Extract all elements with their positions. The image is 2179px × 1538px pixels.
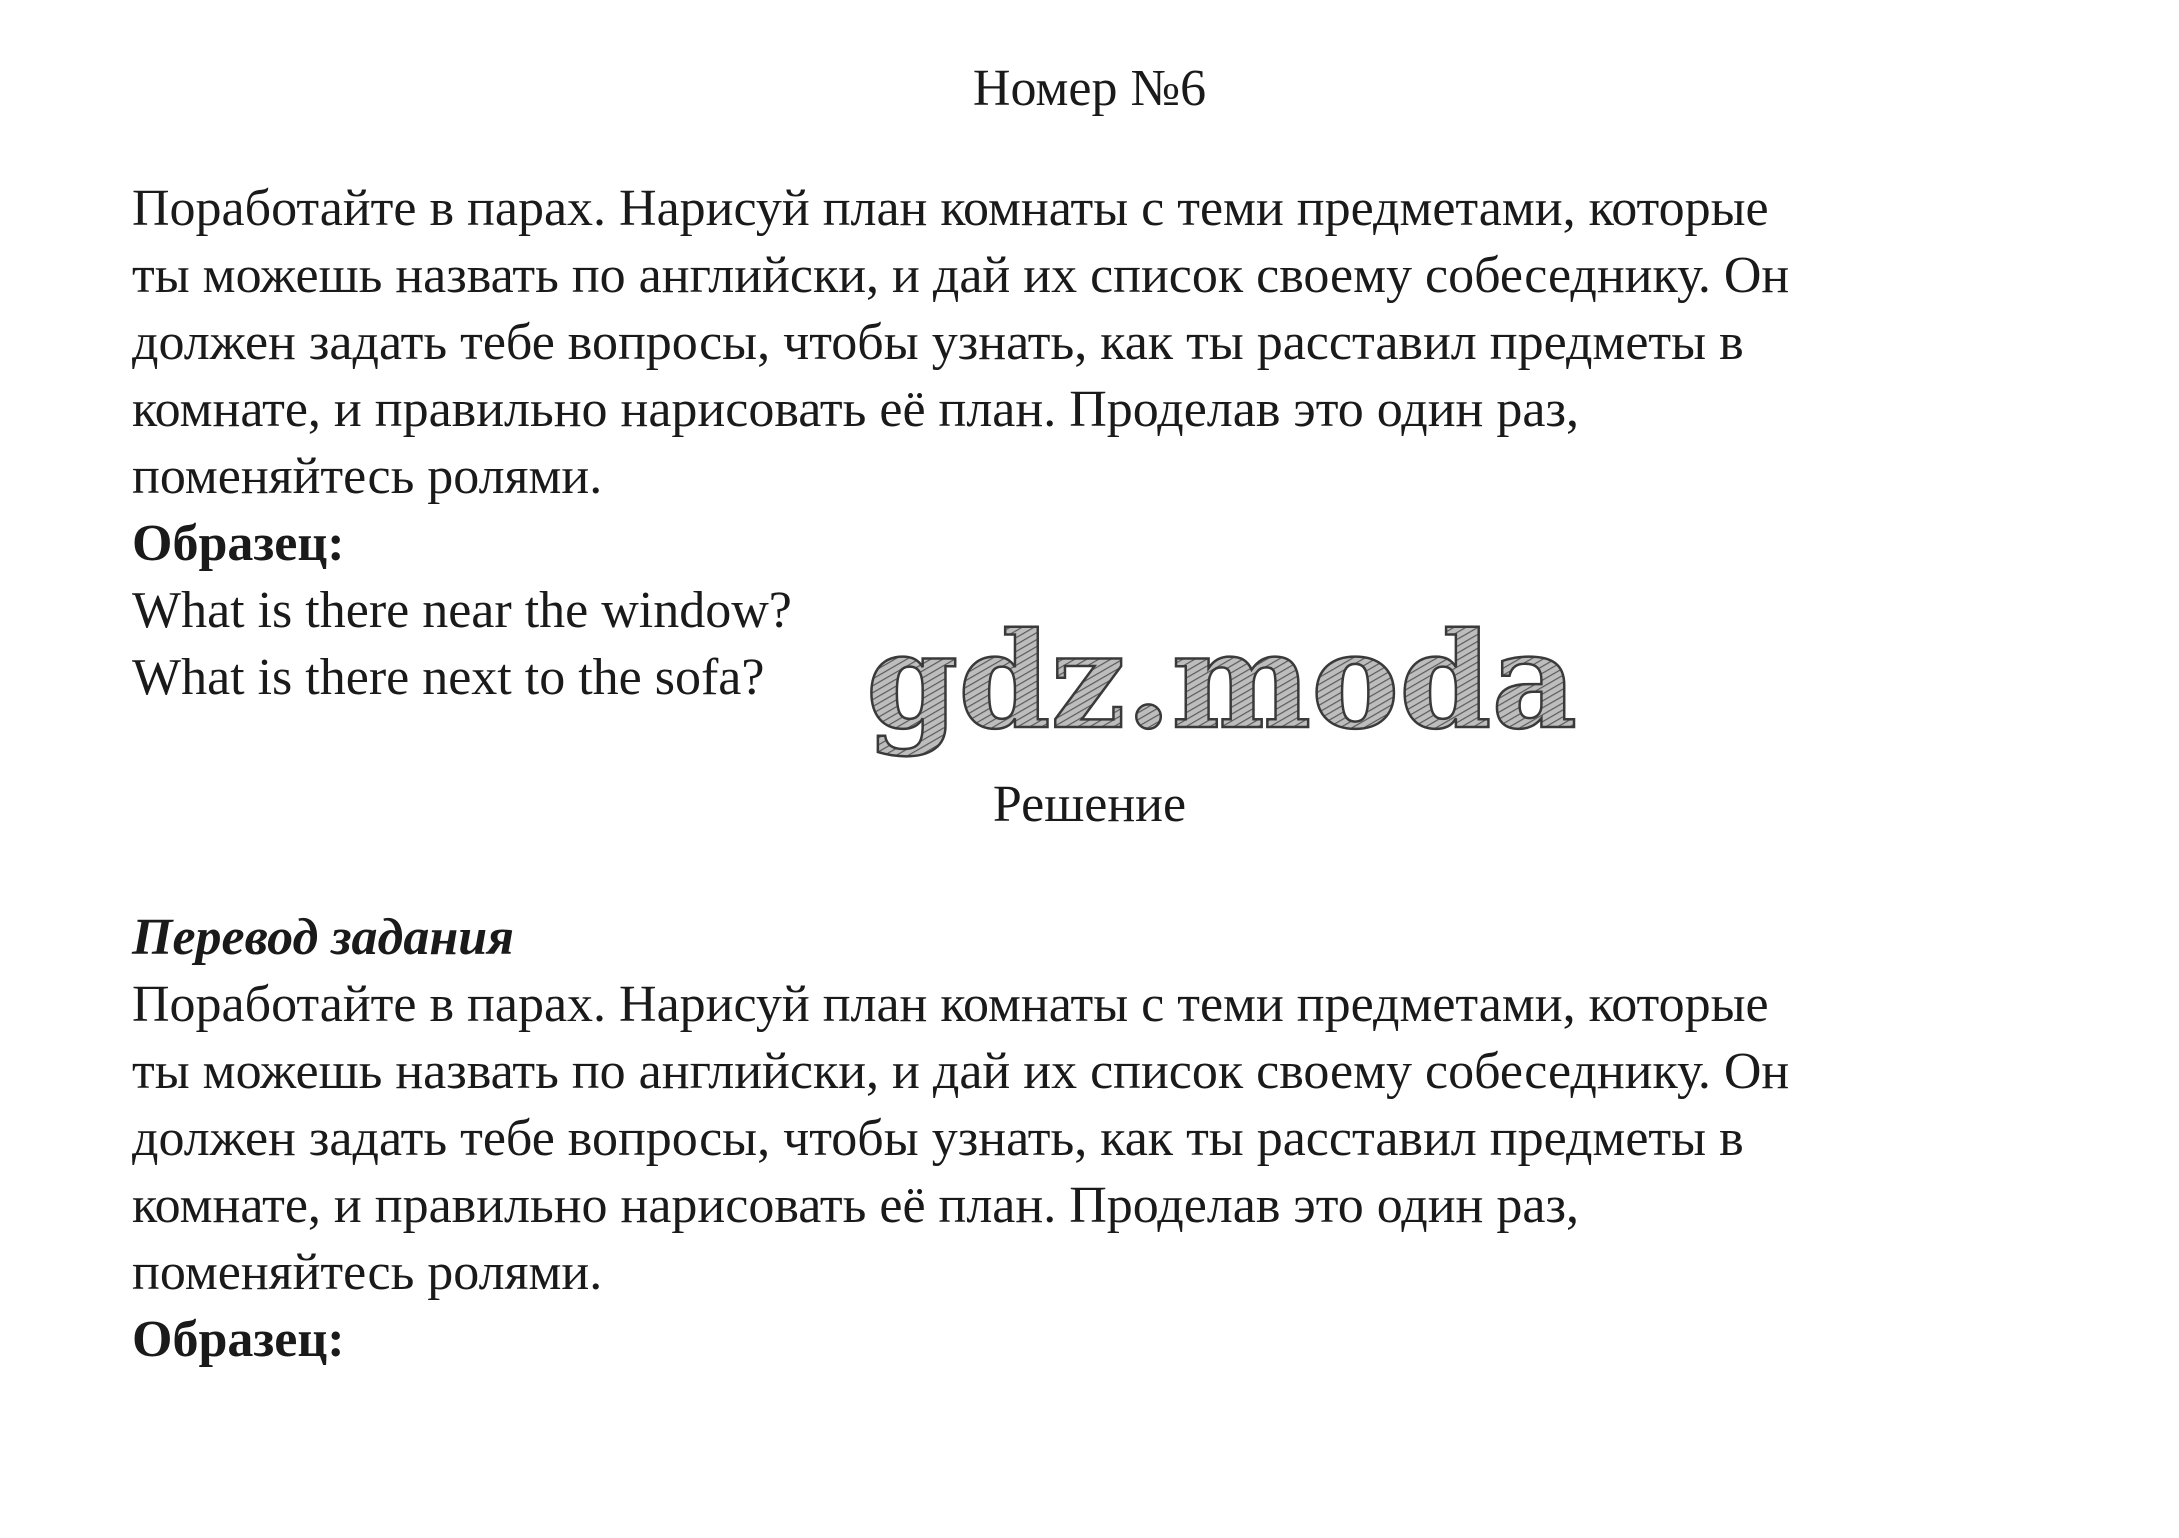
task-line: Поработайте в парах. Нарисуй план комнаты с теми предметами, которые [132,180,1769,237]
translation-line: ты можешь назвать по английски, и дай их список своему собеседнику. Он [132,1043,1790,1100]
sample-line: What is there near the window? [132,582,792,639]
task-line: должен задать тебе вопросы, чтобы узнать, как ты расставил предметы в [132,314,1744,371]
task-line: ты можешь назвать по английски, и дай их список своему собеседнику. Он [132,247,1790,304]
watermark-logo [862,604,1578,772]
translation-block [132,904,2112,1373]
task-line: комнате, и правильно нарисовать её план. Проделав это один раз, [132,381,1579,438]
task-line: поменяйтесь ролями. [132,448,603,505]
translation-heading: Перевод задания [132,909,514,966]
sample-label: Образец: [132,1311,345,1368]
page-title: Номер №6 [972,60,1207,117]
solution-heading: Решение [992,776,1187,833]
sample-label: Образец: [132,515,345,572]
watermark-text: gdz.moda [866,604,1578,759]
translation-line: комнате, и правильно нарисовать её план. Проделав это один раз, [132,1177,1579,1234]
translation-line: поменяйтесь ролями. [132,1244,603,1301]
sample-line: What is there next to the sofa? [132,649,765,706]
translation-line: должен задать тебе вопросы, чтобы узнать, как ты расставил предметы в [132,1110,1744,1167]
translation-line: Поработайте в парах. Нарисуй план комнаты с теми предметами, которые [132,976,1769,1033]
